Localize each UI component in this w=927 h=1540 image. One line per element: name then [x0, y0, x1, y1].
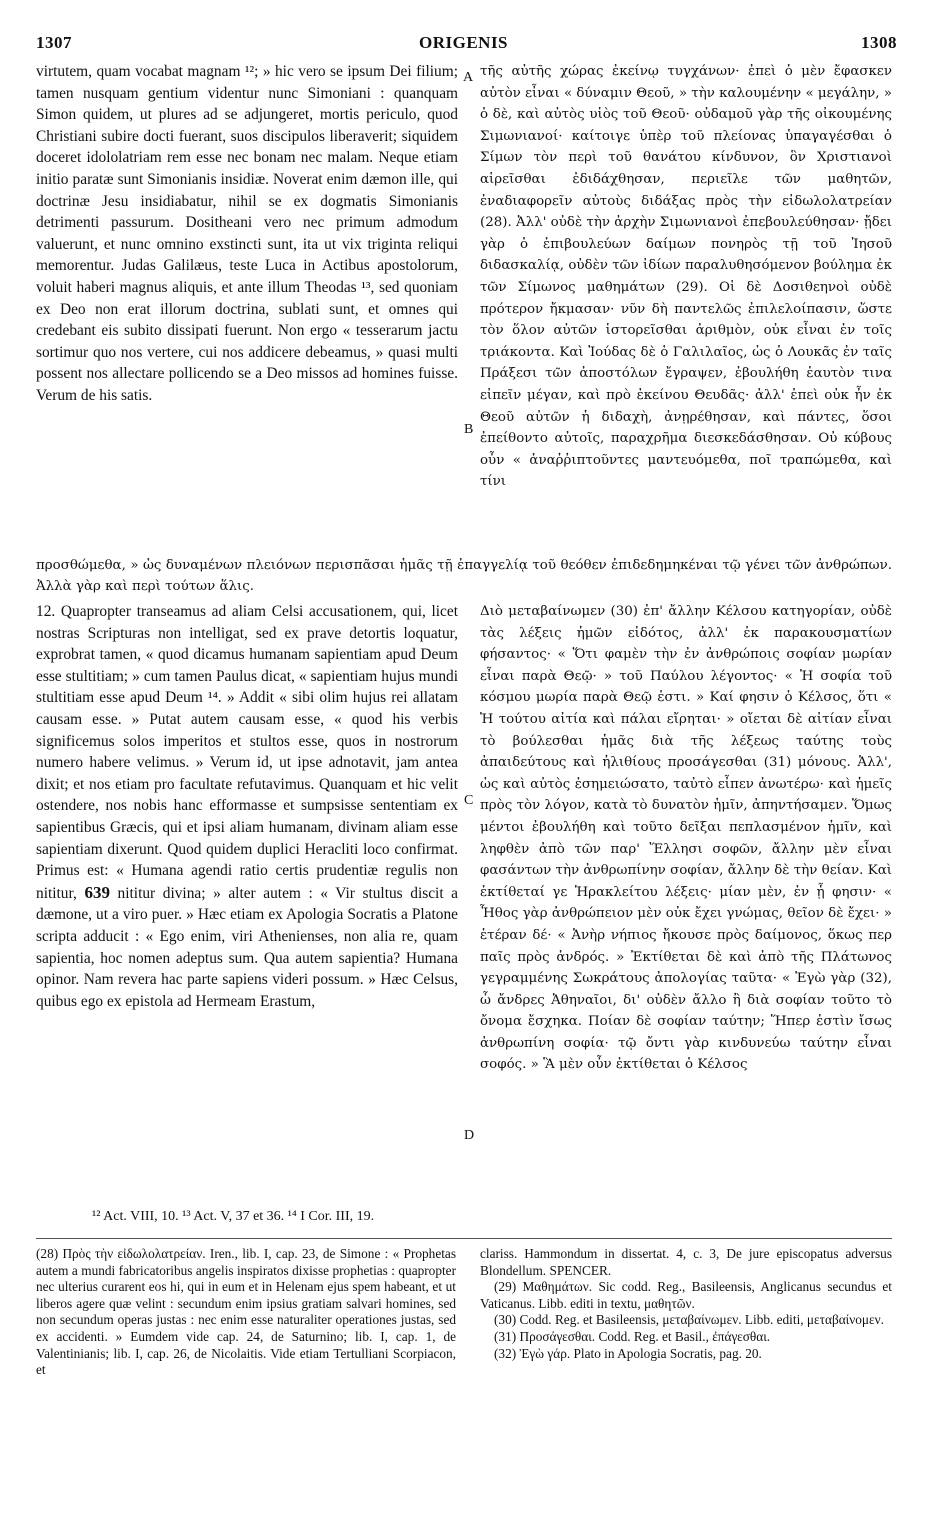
- footnote-31: (31) Προσάγεσθαι. Codd. Reg. et Basil., ἐπάγεσθαι.: [494, 1328, 771, 1344]
- footnotes-left: [36, 1246, 456, 1379]
- greek-column-bottom: [480, 601, 892, 1076]
- column-number: 639: [84, 882, 110, 902]
- right-page-number: 1308: [861, 33, 897, 52]
- footnote-28: (28) Πρὸς τὴν εἰδωλολατρείαν. Iren., lib. I, cap. 23, de Simone : « Prophetas autem a mundi fabricatoribus angelis inspiratos dixisse prophetias : quapropter nec ulterius curarent eos hi, qui in eum et in Helenam ejus spem habeant, et ut liberos agere quæ velint : secundum enim ipsius gratiam salvari homines, sed non secundum operas justas : nec enim esse naturaliter operationes justas, sed ex accidenti. » Eumdem vide cap. 24, de Saturnino; lib. I, cap. 1, de Valentinianis; lib. I, cap. 26, de Nicolaitis. Vide etiam Tertulliani Scorpiacon, et: [36, 1246, 456, 1378]
- latin-column-top: [36, 61, 458, 407]
- footnote-30: (30) Codd. Reg. et Basileensis, μεταβαίνωμεν. Libb. editi, μεταβαίνομεν.: [494, 1312, 884, 1328]
- margin-letter-d: D: [464, 1128, 475, 1143]
- greek-column-top: [480, 61, 892, 493]
- margin-letter-c: C: [464, 793, 474, 808]
- left-page-number: 1307: [36, 33, 72, 52]
- latin-column-bottom: [36, 601, 458, 1012]
- greek-paragraph: Διὸ μεταβαίνωμεν (30) ἐπ' ἄλλην Κέλσου κατηγορίαν, οὐδὲ τὰς λέξεις ἡμῶν εἰδότος, ἀλλ' ἐκ παρακουσματίων φήσαντος· « Ὅτι φαμὲν τὴν ἐν ἀνθρώποις σοφίαν μωρίαν εἶναι παρὰ Θεῷ· » τοῦ Παύλου λέγοντος· « Ἡ σοφία τοῦ κόσμου μωρία παρὰ Θεῷ ἐστι. » Καί φησιν ὁ Κέλσος, ὅτι « Ἡ τούτου αἰτία καὶ πάλαι εἴρηται· » οἴεται δὲ αἰτίαν εἶναι τὸ βούλεσθαι ἡμᾶς διὰ τῆς λέξεως ταύτης τοὺς ἀπαιδεύτους καὶ ἠλιθίους προσάγεσθαι (31) μόνους. Ἀλλ', ὡς καὶ αὐτὸς ἐσημειώσατο, ταὐτὸ εἶπεν ἀνωτέρω· καὶ ἡμεῖς πρὸς τὸν λόγον, κατὰ τὸ δυνατὸν ἡμῖν, ἀπηντήσαμεν. Ὅμως μέντοι ἐβουλήθη καὶ τοῦτο δεῖξαι πεπλασμένον ἡμῖν, καὶ ληφθὲν ἀπὸ τῶν παρ' Ἕλλησι σοφῶν, ἄλλην μὲν εἶναι φασάντων τὴν ἀνθρωπίνην σοφίαν, ἄλλην δὲ τὴν θείαν. Καὶ ἐκτίθεταί γε Ἡρακλείτου λέξεις· μίαν μὲν, ἐν ᾗ φησιν· « Ἦθος γὰρ ἀνθρώπειον μὲν οὐκ ἔχει γνώμας, θεῖον δὲ ἔχει· » ἑτέραν δέ· « Ἀνὴρ νήπιος ἤκουσε πρὸς δαίμονος, ὅκως περ παῖς πρὸς ἀνδρός. » Ἐκτίθεται δὲ καὶ ἀπὸ τῆς Πλάτωνος γεγραμμένης Σωκράτους ἀπολογίας ταῦτα· « Ἐγὼ γὰρ (32), ὦ ἄνδρες Ἀθηναῖοι, δι' οὐδὲν ἄλλο ἢ διὰ σοφίαν τοῦτο τὸ ὄνομα ἔσχηκα. Ποίαν δὲ σοφίαν ταύτην; Ἥπερ ἐστὶν ἴσως ἀνθρωπίνη σοφία· τῷ ὄντι γὰρ κινδυνεύω ταύτην εἶναι σοφός. » Ἃ μὲν οὖν ἐκτίθεται ὁ Κέλσος: [480, 604, 892, 1073]
- latin-paragraph: virtutem, quam vocabat magnam ¹²; » hic vero se ipsum Dei filium; tamen nusquam gentium videntur nunc Simoniani : quanquam Simon quidem, ut plures ad se adjungeret, mortis periculo, quod Christiani subire docti fuerant, suos discipulos liberaverit; siquidem doceret idololatriam rem esse nec bonam nec malam. Neque etiam initio paratæ sunt Simonianis insidiæ. Noverat enim dæmon ille, qui doctrinæ Jesu insidiabatur, nihil se ex dogmatis Simonianis detrimenti passurum. Dositheani vero nec primum admodum valuerunt, et nunc omnino exstincti sunt, ita ut vix triginta reliqui memorentur. Judas Galilæus, teste Luca in Actibus apostolorum, voluit haberi magnus aliquis, et ante illum Theodas ¹³, sed quoniam ex Deo non erat illorum doctrina, sublati sunt, et omnes qui credebant eis subito dissipati fuerunt. Non ergo « tesserarum jactu sortimur quo nos vertere, cui nos addicere debeamus, » quasi multi possent nos allectare pollicendo se a Deo missos ad homines fuisse. Verum de his satis.: [36, 63, 458, 404]
- footnote-32: (32) Ἐγὼ γάρ. Plato in Apologia Socratis, pag. 20.: [494, 1345, 762, 1361]
- greek-spanning-line: προσθώμεθα, » ὡς δυναμένων πλειόνων περισπᾶσαι ἡμᾶς τῇ ἐπαγγελίᾳ τοῦ θεόθεν ἐπιδεδημηκέναι τῷ γένει τῶν ἀνθρώπων. Ἀλλὰ γὰρ καὶ περὶ τούτων ἅλις.: [36, 558, 892, 594]
- latin-text: nititur divina; » alter autem : « Vir stultus discit a dæmone, ut a viro puer. » Hæc etiam ex Apologia Socratis a Platone scripta adducit : « Ego enim, viri Athenienses, non alia re, quam sapientia, hoc nomen adeptus sum. Qua autem sapientia? Humana opinor. Nam revera hac parte sapiens videri possum. » Hæc Celsus, quibus ego ex epistola ad Hermeam Erastum,: [36, 884, 459, 1010]
- greek-paragraph: τῆς αὐτῆς χώρας ἐκείνῳ τυγχάνων· ἐπεὶ ὁ μὲν ἔφασκεν αὐτὸν εἶναι « δύναμιν Θεοῦ, » τὴν καλουμένην « μεγάλην, » ὁ δὲ, καὶ αὐτὸς υἱὸς τοῦ Θεοῦ· οὐδαμοῦ γὰρ τῆς οἰκουμένης Σιμωνιανοί· καίτοιγε ὑπὲρ τοῦ πλείονας ὑπαγαγέσθαι ὁ Σίμων τὸν περὶ τοῦ θανάτου κίνδυνον, ὃν Χριστιανοὶ αἱρεῖσθαι ἐδιδάχθησαν, περιεῖλε τῶν μαθητῶν, ἐναδιαφορεῖν αὐτοὺς διδάξας πρὸς τὴν εἰδωλολατρείαν (28). Ἀλλ' οὐδὲ τὴν ἀρχὴν Σιμωνιανοὶ ἐπεβουλεύθησαν· ᾔδει γὰρ ὁ ἐπιβουλεύων δαίμων πονηρὸς τῇ τοῦ Ἰησοῦ διδασκαλίᾳ, οὐδὲν τῶν ἰδίων παραλυθησόμενον βούλημα ἐκ τῶν Σίμωνος μαθημάτων (29). Οἱ δὲ Δοσιθεηνοὶ οὐδὲ πρότερον ἤκμασαν· νῦν δὴ παντελῶς ἐπιλελοίπασιν, ὥστε τὸν ὅλον αὐτῶν ἱστορεῖσθαι ἀριθμὸν, οὐκ εἶναι ἐν τοῖς τριάκοντα. Καὶ Ἰούδας δὲ ὁ Γαλιλαῖος, ὡς ὁ Λουκᾶς ἐν ταῖς Πράξεσι τῶν ἀποστόλων ἔγραψεν, ἐβουλήθη ἑαυτὸν τινα εἰπεῖν μέγαν, καὶ πρὸ ἐκείνου Θευδᾶς· ἀλλ' ἐπεὶ οὐκ ἦν ἐκ Θεοῦ αὐτῶν ἡ διδαχὴ, ἀνῃρέθησαν, καὶ πάντες, ὅσοι ἐπείθοντο αὐτοῖς, παραχρῆμα διεσκεδάσθησαν. Οὐ κύβους οὖν « ἀναῤῥιπτοῦντες μαντευόμεθα, ποῖ τραπώμεθα, καὶ τίνι: [480, 64, 892, 490]
- latin-paragraph-12: [36, 601, 458, 1012]
- footnote-29: (29) Μαθημάτων. Sic codd. Reg., Basileensis, Anglicanus secundus et Vaticanus. Libb. editi in textu, μαθητῶν.: [480, 1279, 892, 1311]
- margin-letter-a: A: [463, 70, 474, 85]
- footnotes-right: [480, 1246, 892, 1362]
- footnote-divider: [36, 1238, 892, 1239]
- margin-letter-b: B: [464, 422, 474, 437]
- running-title: ORIGENIS: [418, 33, 509, 52]
- scripture-references: ¹² Act. VIII, 10. ¹³ Act. V, 37 et 36. ¹⁴ I Cor. III, 19.: [92, 1209, 375, 1224]
- footnote-28-continued: clariss. Hammondum in dissertat. 4, c. 3, De jure episcopatus adversus Blondellum. SPENCER.: [480, 1246, 892, 1278]
- latin-text: 12. Quapropter transeamus ad aliam Celsi accusationem, qui, licet nostras Scripturas non intelligat, sed ex prave detortis loquatur, exprobrat tamen, « quod dicamus humanam sapientiam apud Deum esse stultitiam; » cum tamen Paulus dicat, « sapientiam hujus mundi stultitiam esse apud Deum ¹⁴. » Addit « sibi olim hujus rei allatam causam esse. » Putat autem causam esse, « quod his verbis significemus solos imperitos et stultos esse, quos in nostrorum numero habere velimus. » Verum id, ut ipse adnotavit, jam antea dixit; et nos etiam pro facultate refutavimus. Quanquam et hic velit ostendere, nos nobis hanc efformasse et sumpsisse sententiam ex sapientibus Græcis, qui et ipsi aliam humanam, divinam aliam esse sapientiam dixerunt. Quod quidem duplici Heracliti loco confirmat. Primus est: « Humana agendi ratio certis prudentiæ regulis non nititur,: [36, 603, 458, 902]
